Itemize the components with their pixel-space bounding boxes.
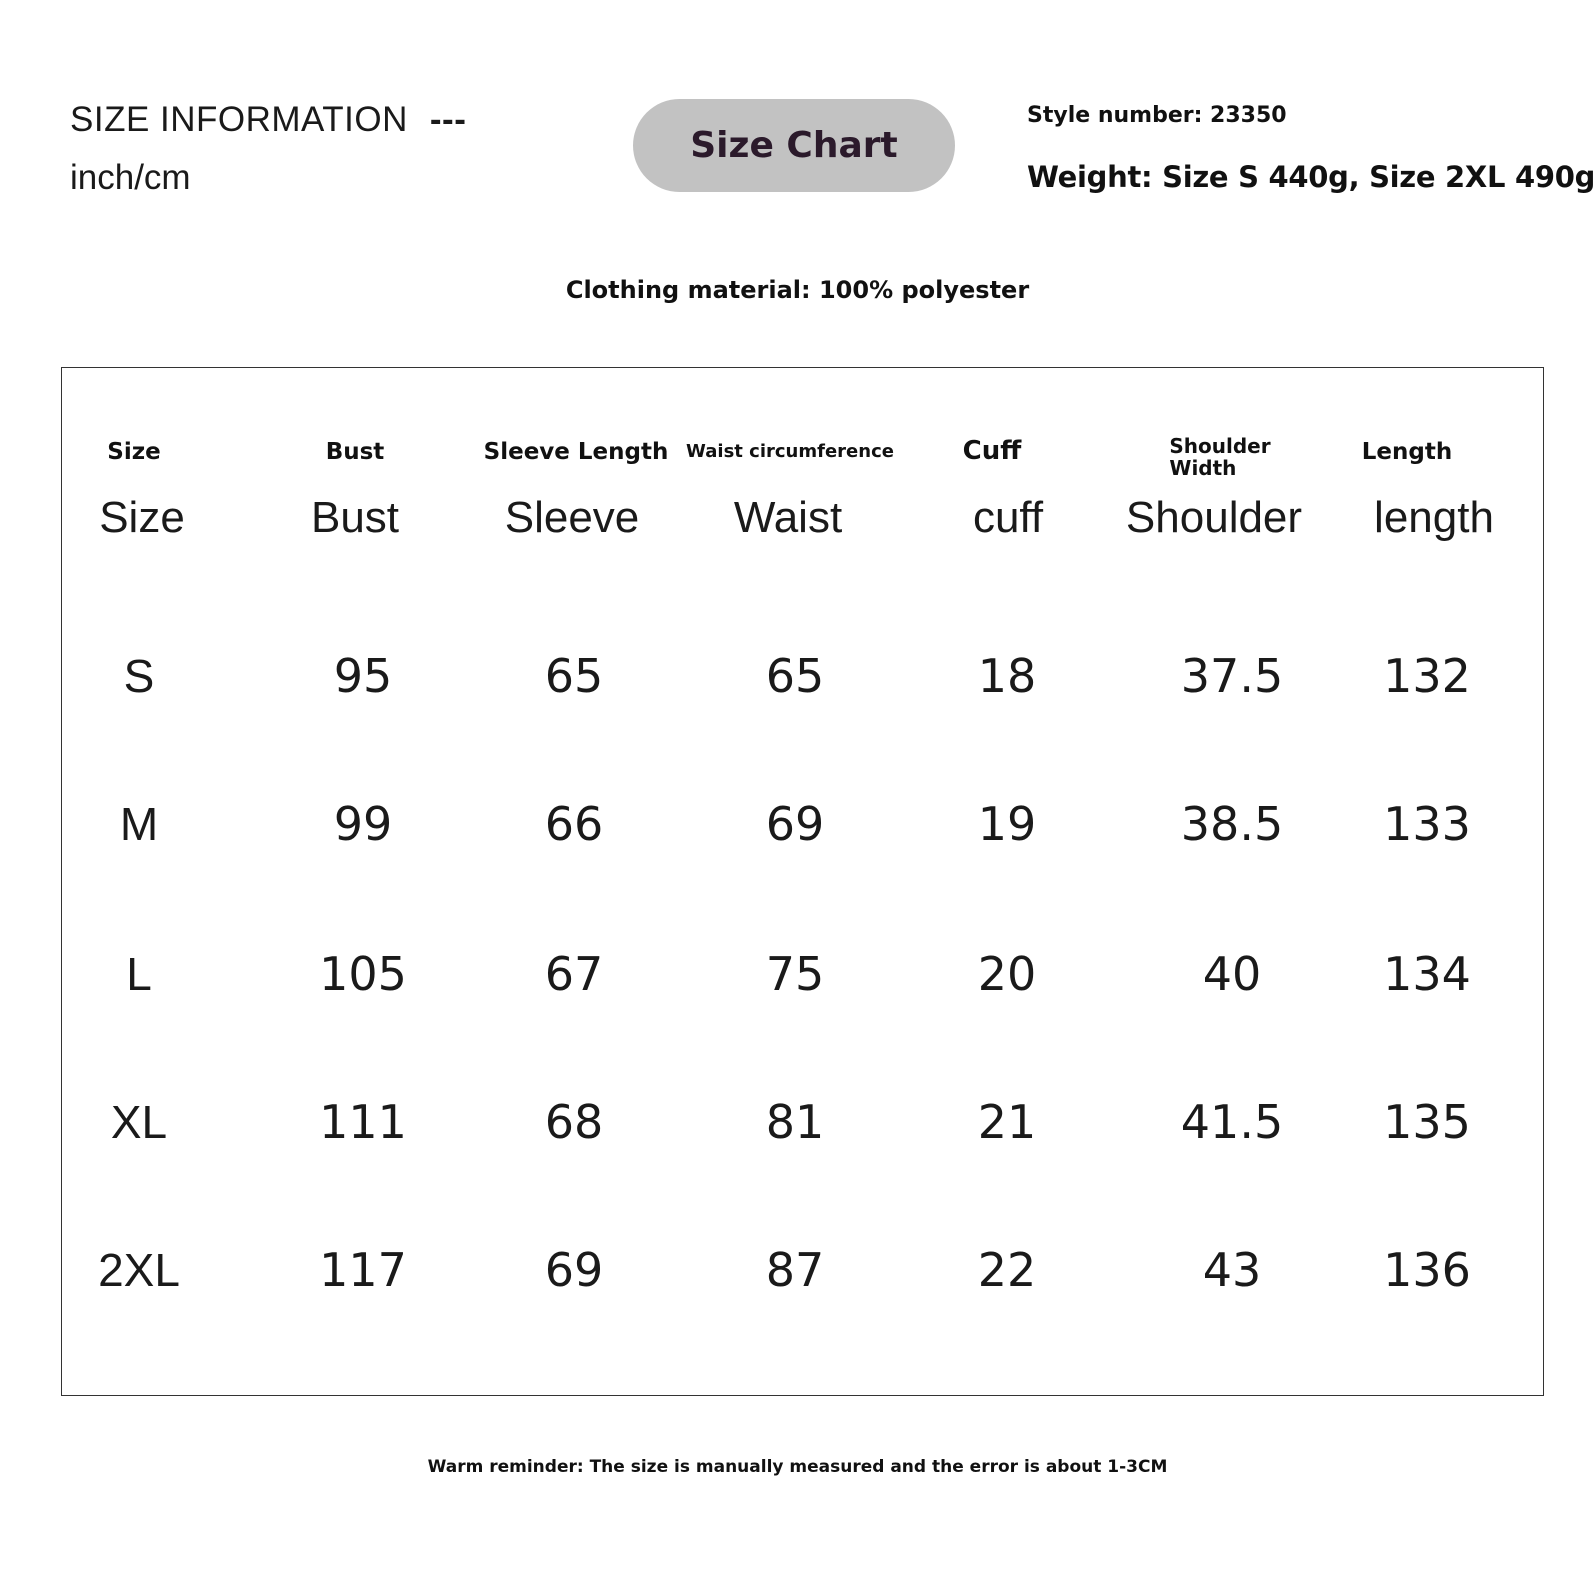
col-subheader-cuff: cuff <box>972 493 1044 542</box>
weight-info: Weight: Size S 440g, Size 2XL 490g <box>1027 160 1595 194</box>
unit-label: inch/cm <box>70 158 191 197</box>
cell-size: S <box>123 650 155 702</box>
cell-length: 135 <box>1383 1095 1471 1149</box>
col-header-size: Size <box>107 439 161 465</box>
cell-shoulder: 37.5 <box>1180 649 1284 703</box>
cell-sleeve: 66 <box>544 797 604 851</box>
col-subheader-shoulder: Shoulder <box>1125 493 1303 542</box>
col-header-cuff: Cuff <box>962 436 1022 466</box>
cell-waist: 81 <box>765 1095 825 1149</box>
size-chart-badge <box>633 99 955 192</box>
cell-waist: 87 <box>765 1243 825 1297</box>
cell-bust: 99 <box>333 797 393 851</box>
col-header-bust: Bust <box>325 439 385 465</box>
warm-reminder: Warm reminder: The size is manually measured and the error is about 1-3CM <box>427 1457 1168 1477</box>
size-information-title <box>70 100 466 140</box>
col-subheader-length: length <box>1374 493 1494 542</box>
cell-sleeve: 68 <box>544 1095 604 1149</box>
col-subheader-waist: Waist <box>733 493 843 542</box>
cell-waist: 69 <box>765 797 825 851</box>
col-header-sleeve-length: Sleeve Length <box>483 439 669 465</box>
col-header-shoulder-width <box>1169 435 1270 479</box>
style-number: Style number: 23350 <box>1027 103 1287 128</box>
cell-sleeve: 65 <box>544 649 604 703</box>
size-table <box>61 367 1544 1396</box>
size-chart-label: Size Chart <box>690 125 898 166</box>
cell-length: 133 <box>1383 797 1471 851</box>
cell-cuff: 20 <box>977 947 1037 1001</box>
title-dash: --- <box>429 100 467 139</box>
cell-size: L <box>126 948 152 1000</box>
cell-size: 2XL <box>98 1244 180 1296</box>
cell-shoulder: 40 <box>1202 947 1262 1001</box>
col-header-shoulder-line2: Width <box>1169 456 1237 480</box>
col-subheader-bust: Bust <box>310 493 400 542</box>
cell-length: 134 <box>1383 947 1471 1001</box>
cell-length: 136 <box>1383 1243 1471 1297</box>
size-information-text: SIZE INFORMATION <box>70 100 408 139</box>
col-header-shoulder-line1: Shoulder <box>1169 434 1271 458</box>
cell-cuff: 18 <box>977 649 1037 703</box>
cell-shoulder: 43 <box>1202 1243 1262 1297</box>
cell-length: 132 <box>1383 649 1471 703</box>
cell-waist: 75 <box>765 947 825 1001</box>
material-info: Clothing material: 100% polyester <box>565 276 1030 304</box>
cell-waist: 65 <box>765 649 825 703</box>
cell-cuff: 21 <box>977 1095 1037 1149</box>
col-subheader-sleeve: Sleeve <box>504 493 640 542</box>
cell-size: XL <box>110 1096 168 1148</box>
col-subheader-size: Size <box>99 493 185 542</box>
cell-cuff: 19 <box>977 797 1037 851</box>
cell-sleeve: 69 <box>544 1243 604 1297</box>
cell-bust: 105 <box>319 947 407 1001</box>
cell-cuff: 22 <box>977 1243 1037 1297</box>
cell-bust: 117 <box>319 1243 407 1297</box>
col-header-waist: Waist circumference <box>686 441 894 462</box>
cell-shoulder: 38.5 <box>1180 797 1284 851</box>
cell-sleeve: 67 <box>544 947 604 1001</box>
cell-bust: 95 <box>333 649 393 703</box>
cell-size: M <box>119 798 159 850</box>
cell-bust: 111 <box>319 1095 407 1149</box>
cell-shoulder: 41.5 <box>1180 1095 1284 1149</box>
col-header-length: Length <box>1361 439 1453 465</box>
